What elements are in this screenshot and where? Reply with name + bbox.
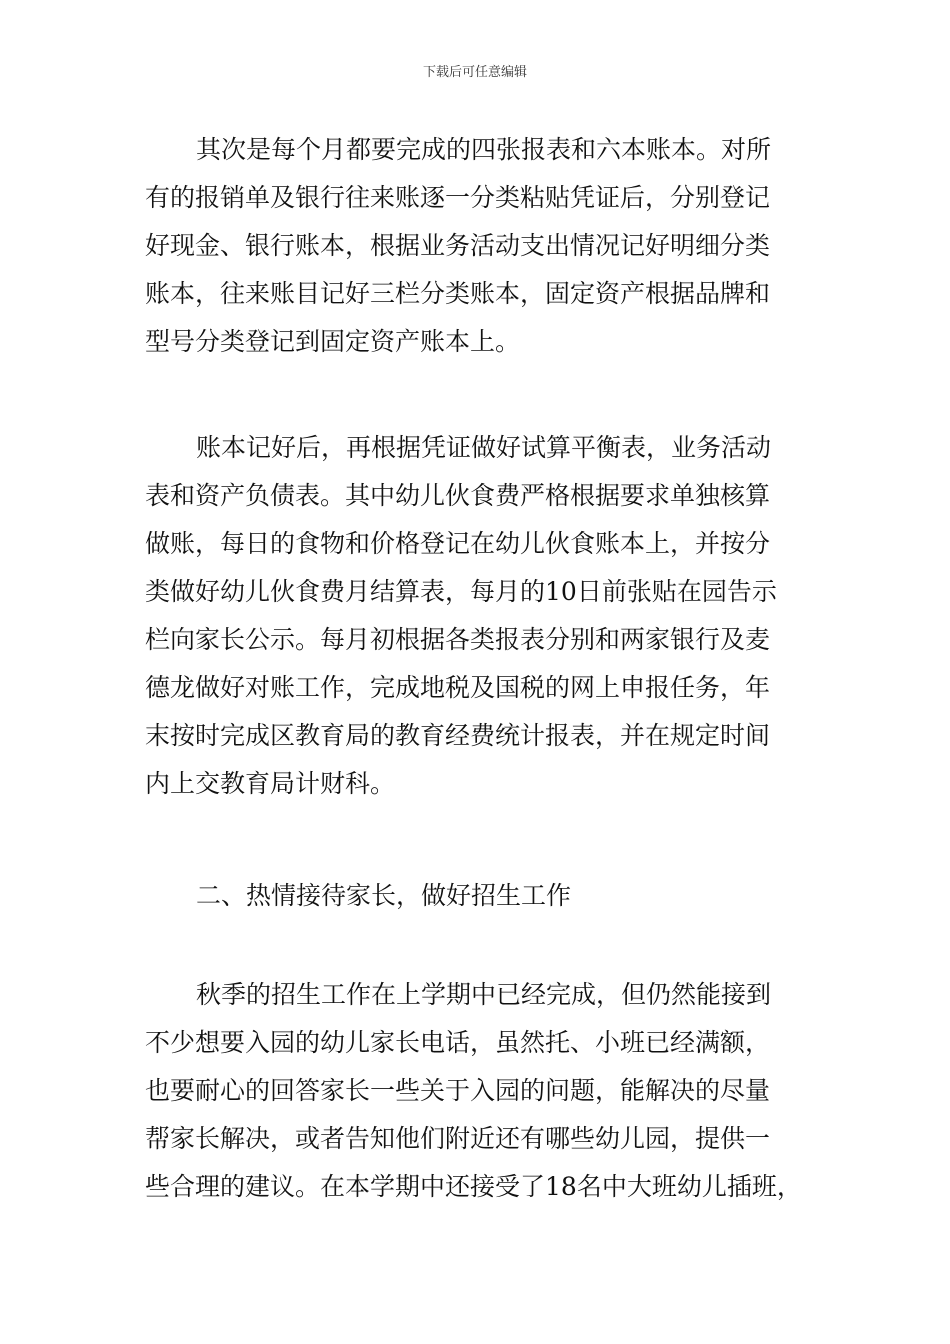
text-line: 不少想要入园的幼儿家长电话，虽然托、小班已经满额， [145, 1028, 771, 1057]
text-line: 些合理的建议。在本学期中还接受了18名中大班幼儿插班， [145, 1172, 802, 1201]
text-line: 好现金、银行账本，根据业务活动支出情况记好明细分类 [145, 231, 771, 260]
paragraph-reports-and-ledgers [145, 126, 771, 366]
text-line: 型号分类登记到固定资产账本上。 [145, 327, 521, 356]
text-line: 做账，每日的食物和价格登记在幼儿伙食账本上，并按分 [145, 529, 771, 558]
text-line: 秋季的招生工作在上学期中已经完成，但仍然能接到 [196, 980, 772, 1009]
text-line: 末按时完成区教育局的教育经费统计报表，并在规定时间 [145, 721, 771, 750]
section-heading-text: 二、热情接待家长，做好招生工作 [196, 881, 572, 910]
text-line: 也要耐心的回答家长一些关于入园的问题，能解决的尽量 [145, 1076, 771, 1105]
text-line: 表和资产负债表。其中幼儿伙食费严格根据要求单独核算 [145, 481, 771, 510]
text-line: 类做好幼儿伙食费月结算表，每月的10日前张贴在园告示 [145, 577, 777, 606]
text-line: 帮家长解决，或者告知他们附近还有哪些幼儿园，提供一 [145, 1124, 771, 1153]
paragraph-trial-balance [145, 424, 777, 808]
text-line: 内上交教育局计财科。 [145, 769, 396, 798]
text-line: 有的报销单及银行往来账逐一分类粘贴凭证后，分别登记 [145, 183, 771, 212]
text-line: 账本记好后，再根据凭证做好试算平衡表，业务活动 [196, 433, 772, 462]
text-line: 其次是每个月都要完成的四张报表和六本账本。对所 [196, 135, 772, 164]
section-heading [145, 872, 571, 920]
paragraph-enrollment [145, 971, 802, 1211]
text-line: 德龙做好对账工作，完成地税及国税的网上申报任务，年 [145, 673, 771, 702]
text-line: 账本，往来账目记好三栏分类账本，固定资产根据品牌和 [145, 279, 771, 308]
text-line: 栏向家长公示。每月初根据各类报表分别和两家银行及麦 [145, 625, 771, 654]
page-header: 下载后可任意编辑 [422, 65, 527, 80]
